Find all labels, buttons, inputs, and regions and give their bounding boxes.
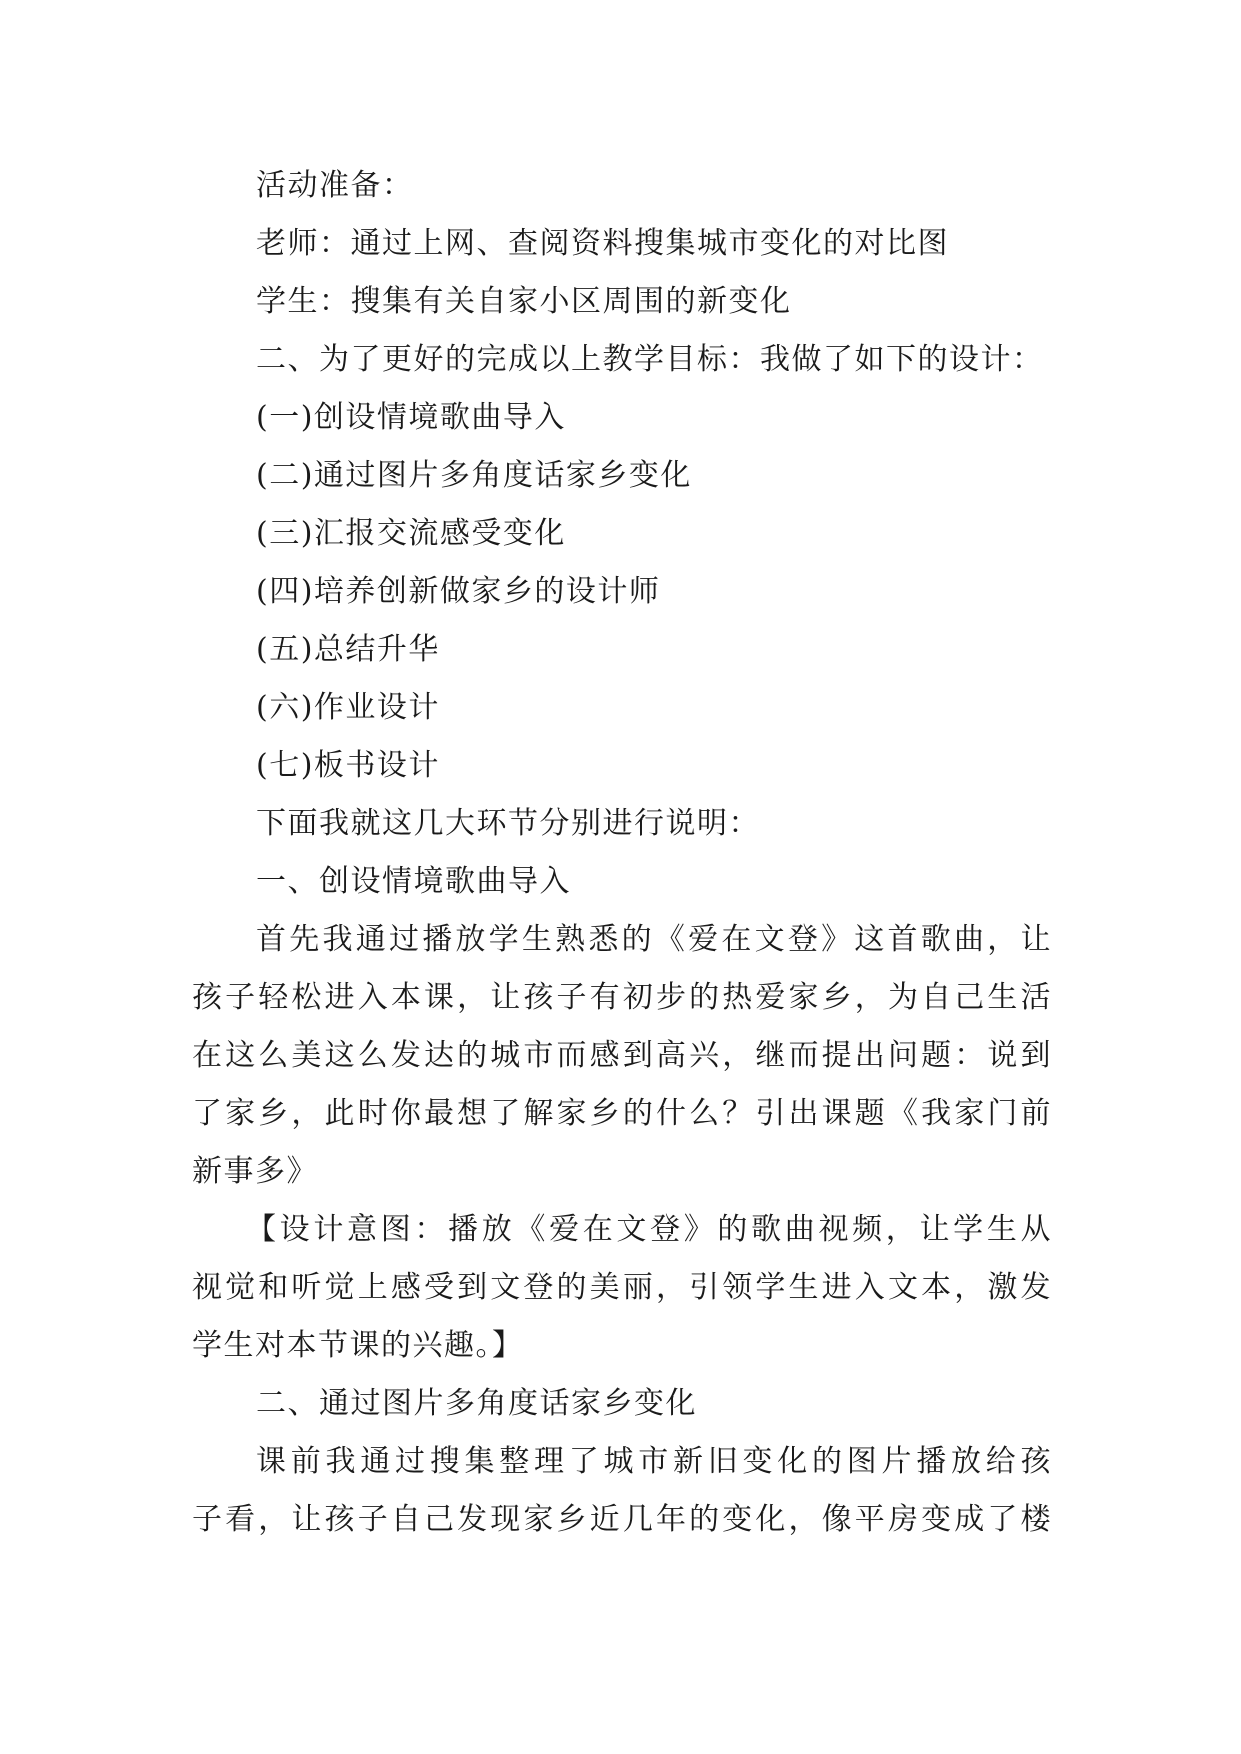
paragraph-1-line-3: 在这么美这么发达的城市而感到高兴，继而提出问题：说到 — [192, 1038, 1052, 1073]
paragraph-2-line-2: 子看，让孩子自己发现家乡近几年的变化，像平房变成了楼 — [192, 1502, 1052, 1537]
section-heading-2: 二、通过图片多角度话家乡变化 — [256, 1386, 697, 1421]
list-item-4: (四)培养创新做家乡的设计师 — [256, 574, 661, 609]
list-item-3: (三)汇报交流感受变化 — [256, 516, 566, 551]
paragraph-1-line-2: 孩子轻松进入本课，让孩子有初步的热爱家乡，为自己生活 — [192, 980, 1052, 1015]
section-heading-1: 一、创设情境歌曲导入 — [256, 864, 571, 899]
student-prep-line: 学生：搜集有关自家小区周围的新变化 — [256, 284, 792, 319]
list-item-7: (七)板书设计 — [256, 748, 440, 783]
list-item-2: (二)通过图片多角度话家乡变化 — [256, 458, 692, 493]
paragraph-1-line-4: 了家乡，此时你最想了解家乡的什么？引出课题《我家门前 — [192, 1096, 1052, 1131]
design-intent-line-1: 【设计意图：播放《爱在文登》的歌曲视频，让学生从 — [246, 1212, 1052, 1247]
explanation-intro-line: 下面我就这几大环节分别进行说明： — [256, 806, 760, 841]
design-intro-line: 二、为了更好的完成以上教学目标：我做了如下的设计： — [256, 342, 1044, 377]
paragraph-1-line-1: 首先我通过播放学生熟悉的《爱在文登》这首歌曲，让 — [256, 922, 1052, 957]
list-item-1: (一)创设情境歌曲导入 — [256, 400, 566, 435]
list-item-6: (六)作业设计 — [256, 690, 440, 725]
list-item-5: (五)总结升华 — [256, 632, 440, 667]
paragraph-1-line-5: 新事多》 — [192, 1154, 318, 1189]
paragraph-2-line-1: 课前我通过搜集整理了城市新旧变化的图片播放给孩 — [256, 1444, 1052, 1479]
teacher-prep-line: 老师：通过上网、查阅资料搜集城市变化的对比图 — [256, 226, 949, 261]
section-heading-activity-prep: 活动准备： — [256, 168, 414, 203]
design-intent-line-2: 视觉和听觉上感受到文登的美丽，引领学生进入文本，激发 — [192, 1270, 1052, 1305]
design-intent-line-3: 学生对本节课的兴趣。】 — [192, 1328, 524, 1363]
